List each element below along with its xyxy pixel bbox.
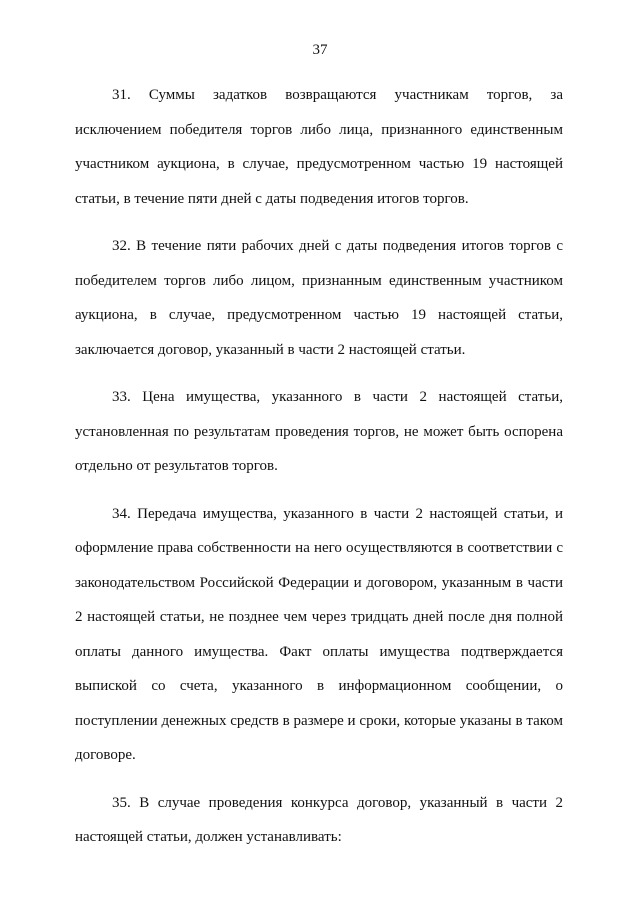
- document-body: [75, 78, 563, 868]
- paragraph-31: 31. Суммы задатков возвращаются участникам торгов, за исключением победителя торгов либо лица, признанного единственным участником аукциона, в случае, предусмотренном частью 19 настоящей статьи, в течение пяти дней с даты подведения итогов торгов.: [75, 87, 563, 207]
- paragraph-34: 34. Передача имущества, указанного в части 2 настоящей статьи, и оформление права собственности на него осуществляются в соответствии с законодательством Российской Федерации и договором, указанным в части 2 настоящей статьи, не позднее чем через тридцать дней после дня полной оплаты данного имущества. Факт оплаты имущества подтверждается выпиской со счета, указанного в информационном сообщении, о поступлении денежных средств в размере и сроки, которые указаны в таком договоре.: [75, 505, 563, 763]
- paragraph-33: 33. Цена имущества, указанного в части 2 настоящей статьи, установленная по результатам проведения торгов, не может быть оспорена отдельно от результатов торгов.: [75, 389, 563, 474]
- paragraph-32: 32. В течение пяти рабочих дней с даты подведения итогов торгов с победителем торгов либо лицом, признанным единственным участником аукциона, в случае, предусмотренном частью 19 настоящей статьи, заключается договор, указанный в части 2 настоящей статьи.: [75, 238, 563, 358]
- paragraph-35: 35. В случае проведения конкурса договор, указанный в части 2 настоящей статьи, должен устанавливать:: [75, 794, 563, 845]
- page-number: 37: [312, 42, 328, 58]
